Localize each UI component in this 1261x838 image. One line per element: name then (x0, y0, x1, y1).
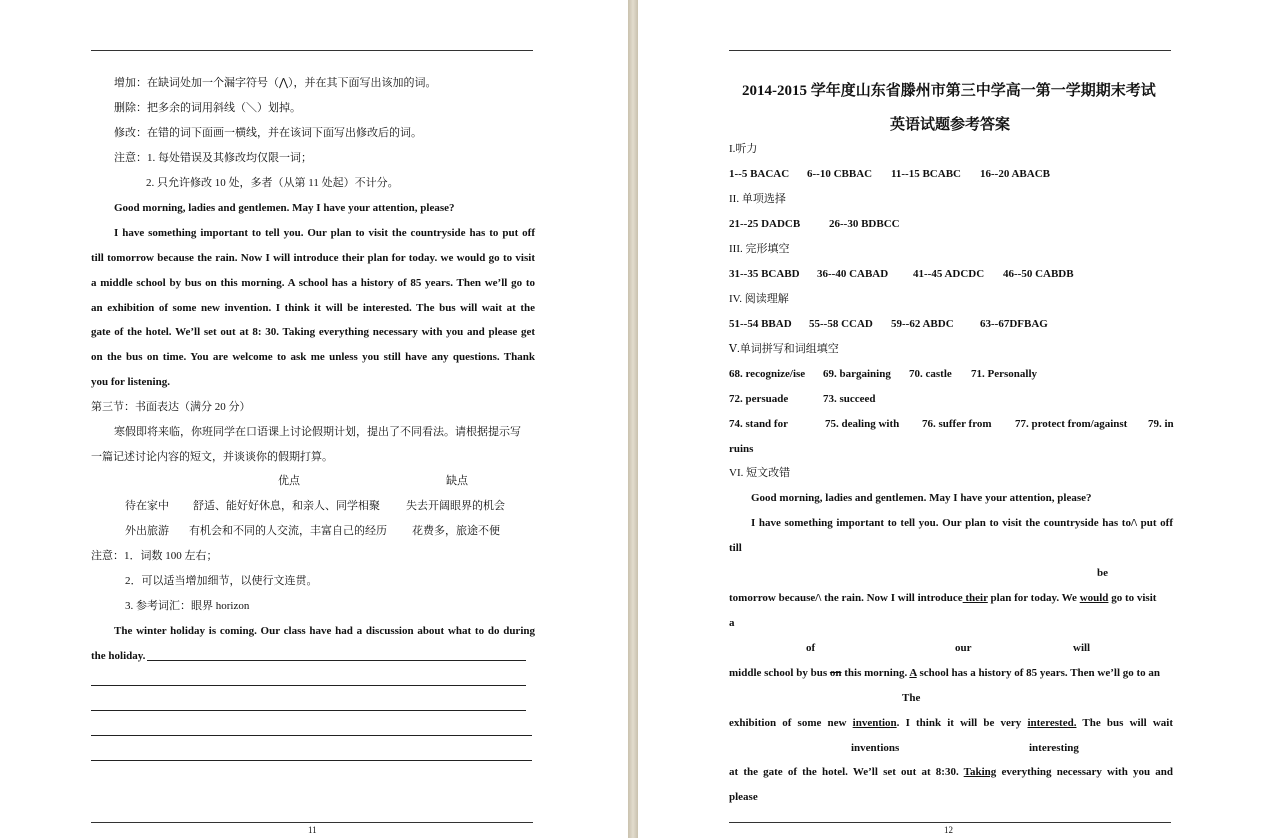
section-reading: IV. 阅读理解 (729, 293, 789, 305)
instruction-note-2: 2. 只允许修改 10 处，多者（从第 11 处起）不计分。 (146, 177, 399, 189)
passage-line: an exhibition of some new invention. I think it will be interested. The bus will wait at the (91, 302, 535, 314)
section-cloze: III. 完形填空 (729, 243, 790, 255)
page-number: 12 (944, 825, 953, 835)
page-gutter (628, 0, 638, 838)
answer-group: 55--58 CCAD (809, 318, 873, 330)
table-option: 外出旅游 (125, 525, 169, 537)
correction-fix: interesting (1029, 742, 1079, 754)
answer-group: 1--5 BACAC (729, 168, 790, 180)
error-word: A (909, 667, 917, 679)
correction-line: Good morning, ladies and gentlemen. May I have your attention, please? (751, 492, 1092, 504)
correction-line: at the gate of the hotel. We’ll set out at 8:30. Taking everything necessary with you and (729, 766, 1173, 778)
answer-group: 59--62 ABDC (891, 318, 954, 330)
answer-key-subtitle: 英语试题参考答案 (890, 117, 1011, 133)
answer-group: 31--35 BCABD (729, 268, 800, 280)
essay-start: the holiday. (91, 650, 146, 662)
section-listening: I.听力 (729, 143, 758, 155)
prompt-line: 一篇记述讨论内容的短文，并谈谈你的假期打算。 (91, 451, 333, 463)
passage-line: a middle school by bus on this morning. A school has a history of 85 years. Then we’ll go to (91, 277, 535, 289)
correction-fix: of (806, 642, 816, 654)
instruction-add: 增加：在缺词处加一个漏字符号（⋀），并在其下面写出该加的词。 (114, 77, 437, 89)
correction-line: tomorrow because/\ the rain. Now I will introduce their plan for today. We would go to visit (729, 592, 1157, 604)
bottom-rule (729, 822, 1171, 823)
correction-fix: be (1097, 567, 1108, 579)
correction-line: exhibition of some new invention. I think it will be very interested. The bus will wait (729, 717, 1174, 729)
answer-group: 6--10 CBBAC (807, 168, 873, 180)
table-header-cons: 缺点 (446, 475, 468, 487)
correction-line: please (729, 791, 758, 803)
answer-group: 16--20 ABACB (980, 168, 1050, 180)
answer-key-title: 2014-2015 学年度山东省滕州市第三中学高一第一学期期末考试 (742, 83, 1156, 99)
correction-line: I have something important to tell you. Our plan to visit the countryside has to/\ put off (751, 517, 1173, 529)
answer-group: 26--30 BDBCC (829, 218, 900, 230)
answer-item: 71. Personally (971, 368, 1037, 380)
passage-line: till tomorrow because the rain. Now I will introduce their plan for today. we would go to visit (91, 252, 535, 264)
answer-item: 69. bargaining (823, 368, 891, 380)
page-number: 11 (308, 825, 317, 835)
error-word: invention (852, 717, 897, 729)
answer-group: 51--54 BBAD (729, 318, 792, 330)
answer-group: 41--45 ADCDC (913, 268, 985, 280)
error-word: would (1079, 592, 1109, 604)
answer-item: 75. dealing with (825, 418, 900, 430)
error-word: Taking (963, 766, 997, 778)
passage-line: Good morning, ladies and gentlemen. May I have your attention, please? (114, 202, 455, 214)
writing-line[interactable] (91, 760, 532, 761)
correction-line: till (729, 542, 742, 554)
correction-fix: our (955, 642, 972, 654)
instruction-note-1: 注意：1. 每处错误及其修改均仅限一词； (114, 152, 312, 164)
answer-item: 68. recognize/ise (729, 368, 806, 380)
answer-group: 63--67DFBAG (980, 318, 1048, 330)
writing-line[interactable] (147, 660, 526, 661)
section-spelling: Ⅴ.单词拼写和词组填空 (729, 343, 839, 355)
error-word: interested. (1027, 717, 1077, 729)
answer-item: 72. persuade (729, 393, 789, 405)
table-pros: 有机会和不同的人交流，丰富自己的经历 (189, 525, 387, 537)
answer-group: 36--40 CABAD (817, 268, 889, 280)
essay-start: The winter holiday is coming. Our class have had a discussion about what to do during (114, 625, 535, 637)
table-pros: 舒适、能好好休息，和亲人、同学相聚 (193, 500, 380, 512)
answer-item: 79. in (1148, 418, 1174, 430)
answer-item: 73. succeed (823, 393, 876, 405)
error-word: their (962, 592, 988, 604)
instruction-delete: 删除：把多余的词用斜线（＼）划掉。 (114, 102, 301, 114)
page-12 (638, 0, 1261, 838)
correction-fix: The (902, 692, 921, 704)
table-cons: 花费多，旅途不便 (412, 525, 500, 537)
prompt-line: 寒假即将来临，你班同学在口语课上讨论假期计划，提出了不同看法。请根据提示写 (114, 426, 521, 438)
note-3: 3. 参考词汇：眼界 horizon (125, 600, 250, 612)
writing-line[interactable] (91, 710, 526, 711)
top-rule (91, 50, 533, 51)
table-header-pros: 优点 (278, 475, 300, 487)
answer-item: 74. stand for (729, 418, 788, 430)
note-1: 注意：1．词数 100 左右； (91, 550, 218, 562)
correction-line: a (729, 617, 735, 629)
answer-group: 46--50 CABDB (1003, 268, 1074, 280)
instruction-modify: 修改：在错的词下面画一横线，并在该词下面写出修改后的词。 (114, 127, 422, 139)
error-word: on (829, 667, 842, 679)
answer-item: 77. protect from/against (1015, 418, 1128, 430)
passage-line: gate of the hotel. We’ll set out at 8: 30. Taking everything necessary with you and please get (91, 326, 535, 338)
table-cons: 失去开阔眼界的机会 (406, 500, 505, 512)
top-rule (729, 50, 1171, 51)
passage-line: on the bus on time. You are welcome to ask me unless you still have any questions. Thank (91, 351, 535, 363)
note-2: 2．可以适当增加细节，以使行文连贯。 (125, 575, 318, 587)
section-single-choice: II. 单项选择 (729, 193, 786, 205)
answer-group: 21--25 DADCB (729, 218, 801, 230)
section-3-title: 第三节：书面表达（满分 20 分） (91, 401, 251, 413)
correction-fix: will (1073, 642, 1091, 654)
section-correction: VI. 短文改错 (729, 467, 791, 479)
answer-item: 70. castle (909, 368, 952, 380)
bottom-rule (91, 822, 533, 823)
writing-line[interactable] (91, 685, 526, 686)
passage-line: I have something important to tell you. Our plan to visit the countryside has to put off (114, 227, 535, 239)
table-option: 待在家中 (125, 500, 169, 512)
page-11 (0, 0, 628, 838)
passage-line: you for listening. (91, 376, 170, 388)
answer-item: 76. suffer from (922, 418, 992, 430)
correction-line: middle school by bus on this morning. A school has a history of 85 years. Then we’ll go to an (729, 667, 1161, 679)
answer-group: 11--15 BCABC (891, 168, 961, 180)
answer-item: ruins (729, 443, 754, 455)
correction-fix: inventions (851, 742, 900, 754)
writing-line[interactable] (91, 735, 532, 736)
